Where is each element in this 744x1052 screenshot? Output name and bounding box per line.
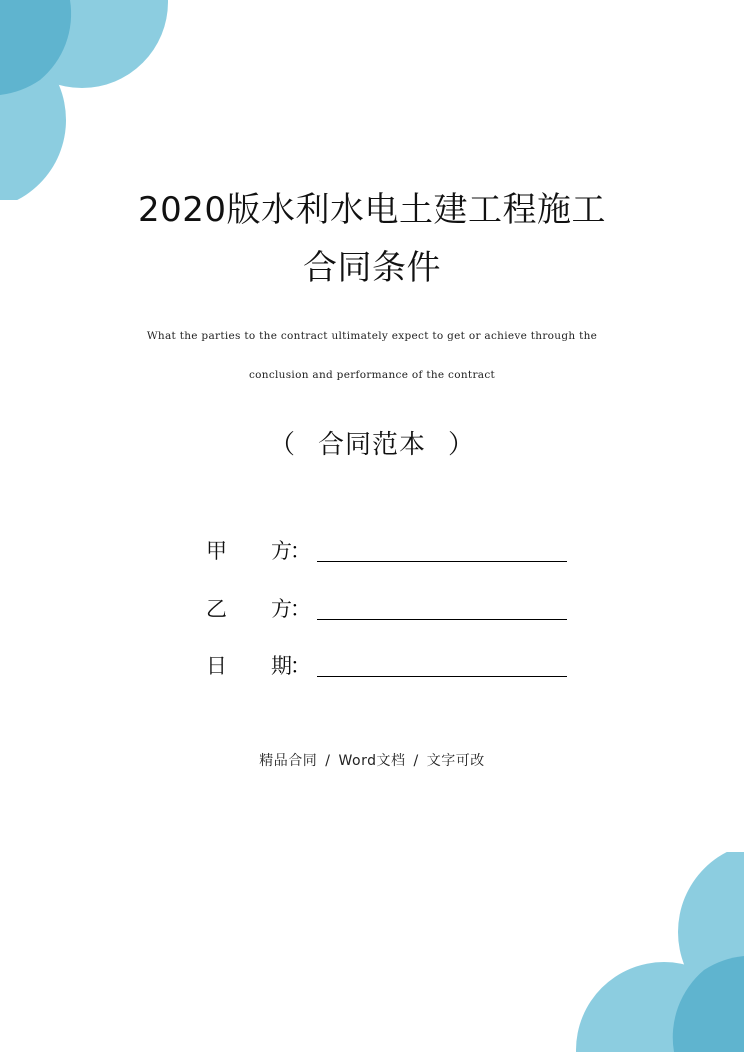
document-title-line1: 2020版水利水电土建工程施工 (137, 190, 607, 230)
top-left-decoration (0, 0, 180, 200)
party-a-label (206, 541, 292, 562)
footer-separator-1: / (325, 753, 331, 769)
party-a-char2: 方 (271, 539, 292, 563)
footer-part2: Word文档 (338, 753, 406, 769)
date-char2: 期 (271, 654, 292, 678)
document-title-line2: 合同条件 (303, 248, 441, 288)
deco-circle-large (576, 962, 744, 1052)
party-a-colon: ： (290, 539, 311, 563)
deco-overlap (0, 0, 71, 95)
party-b-char1: 乙 (206, 597, 227, 621)
date-label (206, 656, 292, 677)
footer-separator-2: / (413, 753, 419, 769)
party-b-blank-line[interactable] (317, 597, 567, 620)
deco-circle-left (0, 30, 66, 200)
english-subtitle-line2: conclusion and performance of the contract (248, 369, 496, 381)
party-a-field (206, 532, 567, 562)
template-badge (0, 424, 744, 461)
footer-part3: 文字可改 (426, 753, 485, 769)
deco-overlap (673, 956, 744, 1052)
badge-close-paren: ） (448, 430, 476, 460)
deco-circle-large (0, 0, 168, 88)
party-b-char2: 方 (271, 597, 292, 621)
party-b-colon: ： (290, 597, 311, 621)
english-subtitle-line1: What the parties to the contract ultimately expect to get or achieve through the (146, 330, 598, 342)
document-footer (0, 750, 744, 770)
badge-open-paren: （ (268, 430, 296, 460)
date-field (206, 647, 567, 677)
date-char1: 日 (206, 654, 227, 678)
date-blank-line[interactable] (317, 654, 567, 677)
party-b-label (206, 599, 292, 620)
footer-part1: 精品合同 (259, 753, 318, 769)
deco-circle-right (678, 852, 744, 1022)
party-a-blank-line[interactable] (317, 539, 567, 562)
party-a-char1: 甲 (206, 539, 227, 563)
date-colon: ： (290, 654, 311, 678)
badge-text: 合同范本 (317, 430, 426, 460)
bottom-right-decoration (564, 852, 744, 1052)
party-b-field (206, 590, 567, 620)
